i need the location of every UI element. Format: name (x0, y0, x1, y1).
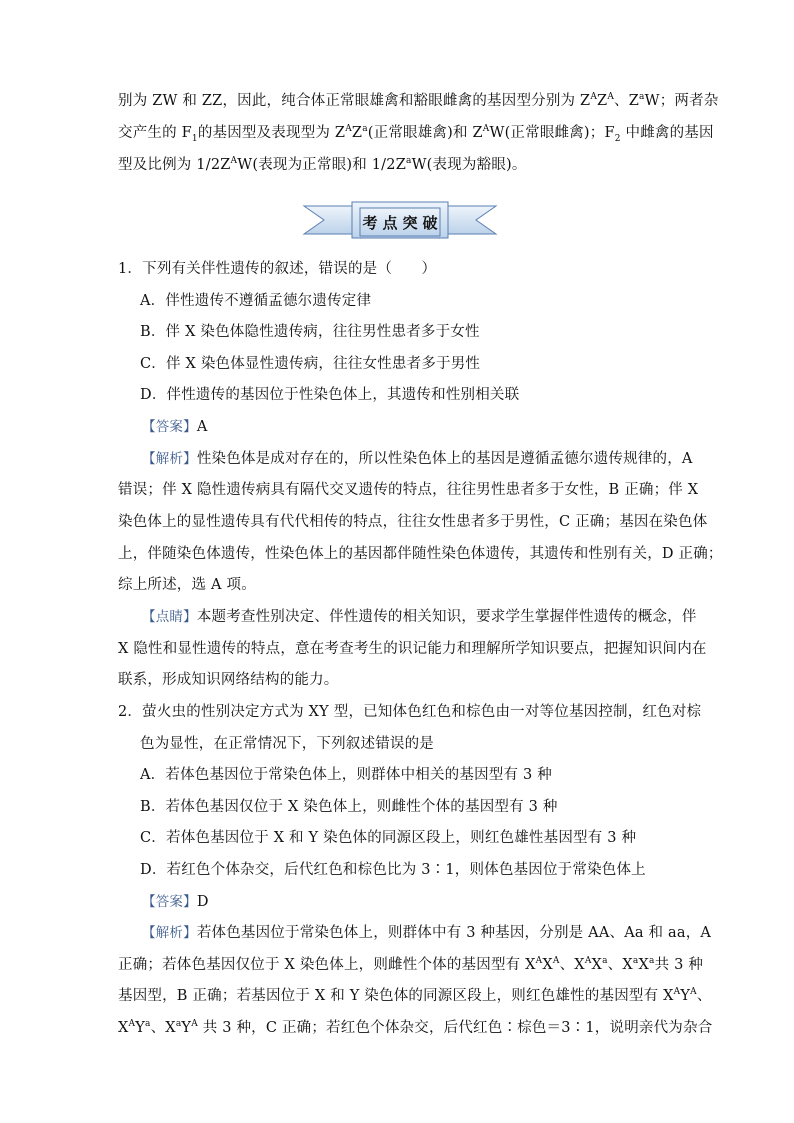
question-2-analysis-line-1: 【解析】若体色基因位于常染色体上，则群体中有 3 种基因，分别是 AA、Aa 和 aa，A (142, 925, 712, 941)
question-2-analysis-line-2: 正确；若体色基因仅位于 X 染色体上，则雌性个体的基因型有 $X^AX^A$、$X^AX^a$、$X^aX^a$共 3 种 (118, 956, 704, 973)
intro-line-1: 别为 ZW 和 ZZ，因此，纯合体正常眼雄禽和豁眼雌禽的基因型分别为 $Z^AZ^A$、$Z^aW$；两者杂 (118, 92, 719, 109)
question-2-option-b: B．若体色基因仅位于 X 染色体上，则雌性个体的基因型有 3 种 (140, 799, 558, 815)
question-1-analysis-line-4: 上，伴随染色体遗传，性染色体上的基因都伴随性染色体遗传，其遗传和性别有关，D 正确； (118, 546, 723, 562)
question-1-option-b: B．伴 X 染色体隐性遗传病，往往男性患者多于女性 (140, 324, 480, 340)
section-banner (302, 198, 498, 242)
intro-line-3: 型及比例为 $1/2Z^AW$(表现为正常眼)和 $1/2Z^aW$(表现为豁眼)。 (118, 156, 527, 173)
analysis-label: 【解析】 (142, 451, 197, 467)
question-1-comment-line-3: 联系，形成知识网络结构的能力。 (118, 672, 339, 688)
question-1-option-c: C．伴 X 染色体显性遗传病，往往女性患者多于男性 (140, 356, 481, 372)
question-1-analysis-line-5: 综上所述，选 A 项。 (118, 577, 256, 593)
question-1-analysis-line-2: 错误；伴 X 隐性遗传病具有隔代交叉遗传的特点，往往男性患者多于女性，B 正确；伴 X (118, 482, 699, 498)
question-2-option-a: A．若体色基因位于常染色体上，则群体中相关的基因型有 3 种 (140, 767, 552, 783)
question-1-analysis-line-1: 【解析】性染色体是成对存在的，所以性染色体上的基因是遵循孟德尔遗传规律的，A (142, 451, 693, 467)
question-2-stem-line-1: 2．萤火虫的性别决定方式为 XY 型，已知体色红色和棕色由一对等位基因控制，红色对棕 (118, 704, 702, 720)
question-1-option-d: D．伴性遗传的基因位于性染色体上，其遗传和性别相关联 (140, 387, 520, 403)
analysis-label: 【解析】 (142, 925, 197, 941)
comment-label: 【点睛】 (142, 609, 197, 625)
question-2-option-c: C．若体色基因位于 X 和 Y 染色体的同源区段上，则红色雄性基因型有 3 种 (140, 830, 637, 846)
answer-label: 【答案】 (142, 894, 197, 910)
question-2-option-d: D．若红色个体杂交，后代红色和棕色比为 3∶1，则体色基因位于常染色体上 (140, 862, 646, 878)
question-1-answer: 【答案】A (142, 419, 208, 435)
answer-label: 【答案】 (142, 419, 197, 435)
question-1-comment-line-1: 【点睛】本题考查性别决定、伴性遗传的相关知识，要求学生掌握伴性遗传的概念，伴 (142, 609, 697, 625)
question-1-comment-line-2: X 隐性和显性遗传的特点，意在考查考生的识记能力和理解所学知识要点，把握知识间内在 (118, 641, 707, 657)
question-2-answer: 【答案】D (142, 894, 209, 910)
intro-line-2: 交产生的 $F_1$的基因型及表现型为 $Z^AZ^a$(正常眼雄禽)和 $Z^AW$(正常眼雌禽)；$F_2$ 中雌禽的基因 (118, 124, 714, 144)
question-2-stem-line-2: 色为显性，在正常情况下，下列叙述错误的是 (140, 736, 434, 752)
question-2-analysis-line-4: $X^AY^a$、$X^aY^A$ 共 3 种，C 正确；若红色个体杂交，后代红色∶棕色＝3∶1，说明亲代为杂合 (118, 1019, 713, 1036)
question-1-option-a: A．伴性遗传不遵循孟德尔遗传定律 (140, 293, 372, 309)
banner-title: 考 点 突 破 (362, 213, 438, 232)
question-1-stem: 1．下列有关伴性遗传的叙述，错误的是（ ） (118, 261, 437, 277)
question-1-analysis-line-3: 染色体上的显性遗传具有代代相传的特点，往往女性患者多于男性，C 正确；基因在染色体 (118, 514, 708, 530)
question-2-analysis-line-3: 基因型，B 正确；若基因位于 X 和 Y 染色体的同源区段上，则红色雄性的基因型有 $X^AY^A$、 (118, 987, 712, 1004)
